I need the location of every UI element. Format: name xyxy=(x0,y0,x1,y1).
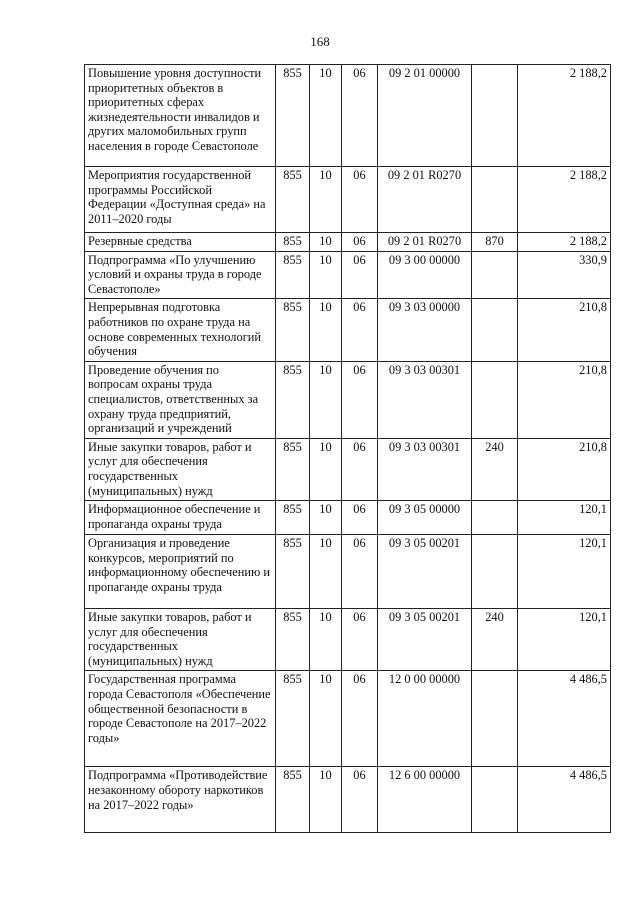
target-article-cell: 09 3 05 00201 xyxy=(378,609,472,671)
section-code-cell: 10 xyxy=(310,299,342,361)
subsection-code-cell: 06 xyxy=(342,167,378,233)
budget-table xyxy=(84,64,611,833)
amount-cell: 120,1 xyxy=(518,501,611,535)
row-name-cell: Непрерывная подготовка работников по охране труда на основе современных технологий обучения xyxy=(85,299,276,361)
ministry-code-cell: 855 xyxy=(276,671,310,767)
ministry-code-cell: 855 xyxy=(276,535,310,609)
ministry-code-cell: 855 xyxy=(276,167,310,233)
row-name-cell: Организация и проведение конкурсов, мероприятий по информационному обеспечению и пропаганде охраны труда xyxy=(85,535,276,609)
target-article-cell: 09 2 01 R0270 xyxy=(378,233,472,252)
target-article-cell: 09 2 01 R0270 xyxy=(378,167,472,233)
amount-cell: 120,1 xyxy=(518,609,611,671)
amount-cell: 2 188,2 xyxy=(518,167,611,233)
table-row xyxy=(85,671,611,767)
table-row xyxy=(85,65,611,167)
amount-cell: 210,8 xyxy=(518,438,611,500)
ministry-code-cell: 855 xyxy=(276,501,310,535)
row-name-cell: Иные закупки товаров, работ и услуг для обеспечения государственных (муниципальных) нужд xyxy=(85,438,276,500)
subsection-code-cell: 06 xyxy=(342,501,378,535)
table-row xyxy=(85,361,611,438)
row-name-cell: Подпрограмма «Противодействие незаконному обороту наркотиков на 2017–2022 годы» xyxy=(85,767,276,833)
section-code-cell: 10 xyxy=(310,167,342,233)
subsection-code-cell: 06 xyxy=(342,233,378,252)
section-code-cell: 10 xyxy=(310,438,342,500)
subsection-code-cell: 06 xyxy=(342,438,378,500)
section-code-cell: 10 xyxy=(310,233,342,252)
expense-type-cell xyxy=(472,65,518,167)
subsection-code-cell: 06 xyxy=(342,671,378,767)
row-name-cell: Информационное обеспечение и пропаганда охраны труда xyxy=(85,501,276,535)
row-name-cell: Подпрограмма «По улучшению условий и охраны труда в городе Севастополе» xyxy=(85,251,276,299)
target-article-cell: 09 3 03 00301 xyxy=(378,438,472,500)
budget-table-body xyxy=(85,65,611,833)
section-code-cell: 10 xyxy=(310,671,342,767)
subsection-code-cell: 06 xyxy=(342,361,378,438)
section-code-cell: 10 xyxy=(310,251,342,299)
table-row xyxy=(85,767,611,833)
table-row xyxy=(85,251,611,299)
target-article-cell: 12 0 00 00000 xyxy=(378,671,472,767)
expense-type-cell xyxy=(472,299,518,361)
table-row xyxy=(85,501,611,535)
table-row xyxy=(85,299,611,361)
page-number: 168 xyxy=(310,34,330,49)
row-name-cell: Государственная программа города Севастополя «Обеспечение общественной безопасности в городе Севастополе на 2017–2022 годы» xyxy=(85,671,276,767)
ministry-code-cell: 855 xyxy=(276,65,310,167)
section-code-cell: 10 xyxy=(310,501,342,535)
table-row xyxy=(85,438,611,500)
expense-type-cell xyxy=(472,671,518,767)
subsection-code-cell: 06 xyxy=(342,535,378,609)
expense-type-cell: 870 xyxy=(472,233,518,252)
ministry-code-cell: 855 xyxy=(276,361,310,438)
amount-cell: 4 486,5 xyxy=(518,767,611,833)
target-article-cell: 09 3 03 00301 xyxy=(378,361,472,438)
expense-type-cell: 240 xyxy=(472,438,518,500)
subsection-code-cell: 06 xyxy=(342,609,378,671)
ministry-code-cell: 855 xyxy=(276,609,310,671)
section-code-cell: 10 xyxy=(310,361,342,438)
section-code-cell: 10 xyxy=(310,65,342,167)
amount-cell: 4 486,5 xyxy=(518,671,611,767)
ministry-code-cell: 855 xyxy=(276,767,310,833)
subsection-code-cell: 06 xyxy=(342,251,378,299)
target-article-cell: 09 3 05 00201 xyxy=(378,535,472,609)
table-row xyxy=(85,535,611,609)
table-row xyxy=(85,233,611,252)
target-article-cell: 09 3 05 00000 xyxy=(378,501,472,535)
expense-type-cell xyxy=(472,767,518,833)
subsection-code-cell: 06 xyxy=(342,65,378,167)
expense-type-cell: 240 xyxy=(472,609,518,671)
amount-cell: 2 188,2 xyxy=(518,65,611,167)
expense-type-cell xyxy=(472,501,518,535)
amount-cell: 210,8 xyxy=(518,299,611,361)
expense-type-cell xyxy=(472,535,518,609)
row-name-cell: Резервные средства xyxy=(85,233,276,252)
expense-type-cell xyxy=(472,361,518,438)
section-code-cell: 10 xyxy=(310,535,342,609)
row-name-cell: Мероприятия государственной программы Российской Федерации «Доступная среда» на 2011–2020 годы xyxy=(85,167,276,233)
table-row xyxy=(85,609,611,671)
amount-cell: 2 188,2 xyxy=(518,233,611,252)
amount-cell: 120,1 xyxy=(518,535,611,609)
row-name-cell: Иные закупки товаров, работ и услуг для обеспечения государственных (муниципальных) нужд xyxy=(85,609,276,671)
amount-cell: 210,8 xyxy=(518,361,611,438)
ministry-code-cell: 855 xyxy=(276,233,310,252)
ministry-code-cell: 855 xyxy=(276,299,310,361)
ministry-code-cell: 855 xyxy=(276,438,310,500)
amount-cell: 330,9 xyxy=(518,251,611,299)
ministry-code-cell: 855 xyxy=(276,251,310,299)
target-article-cell: 09 3 03 00000 xyxy=(378,299,472,361)
target-article-cell: 12 6 00 00000 xyxy=(378,767,472,833)
subsection-code-cell: 06 xyxy=(342,767,378,833)
section-code-cell: 10 xyxy=(310,609,342,671)
target-article-cell: 09 2 01 00000 xyxy=(378,65,472,167)
row-name-cell: Повышение уровня доступности приоритетных объектов в приоритетных сферах жизнедеятельности инвалидов и других маломобильных групп населения в городе Севастополе xyxy=(85,65,276,167)
row-name-cell: Проведение обучения по вопросам охраны труда специалистов, ответственных за охрану труда предприятий, организаций и учреждений xyxy=(85,361,276,438)
expense-type-cell xyxy=(472,167,518,233)
expense-type-cell xyxy=(472,251,518,299)
section-code-cell: 10 xyxy=(310,767,342,833)
target-article-cell: 09 3 00 00000 xyxy=(378,251,472,299)
table-row xyxy=(85,167,611,233)
subsection-code-cell: 06 xyxy=(342,299,378,361)
